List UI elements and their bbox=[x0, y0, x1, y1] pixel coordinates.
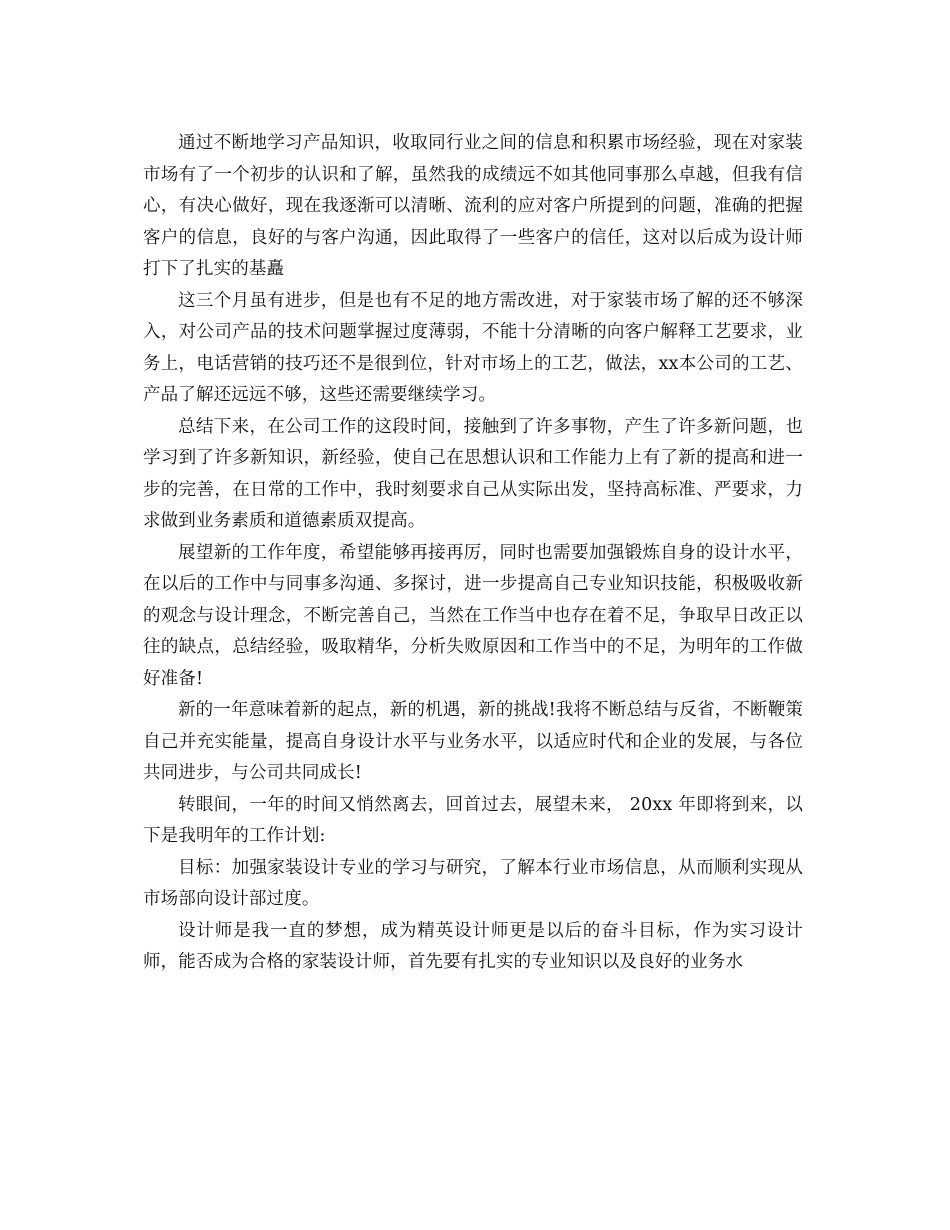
paragraph-6: 转眼间，一年的时间又悄然离去，回首过去，展望未来， 20xx 年即将到来，以下是我明年的工作计划: bbox=[143, 794, 803, 846]
document-body bbox=[143, 128, 803, 979]
paragraph-1: 通过不断地学习产品知识，收取同行业之间的信息和积累市场经验，现在对家装市场有了一个初步的认识和了解，虽然我的成绩远不如其他同事那么卓越，但我有信心，有决心做好，现在我逐渐可以清晰、流利的应对客户所提到的问题，准确的把握客户的信息，良好的与客户沟通，因此取得了一些客户的信任，这对以后成为设计师打下了扎实的基矗 bbox=[143, 133, 803, 279]
paragraph-3: 总结下来，在公司工作的这段时间，接触到了许多事物，产生了许多新问题，也学习到了许多新知识，新经验，使自己在思想认识和工作能力上有了新的提高和进一步的完善，在日常的工作中，我时刻要求自己从实际出发，坚持高标准、严要求，力求做到业务素质和道德素质双提高。 bbox=[143, 416, 803, 531]
paragraph-7: 目标：加强家装设计专业的学习与研究，了解本行业市场信息，从而顺利实现从市场部向设计部过度。 bbox=[143, 857, 803, 909]
paragraph-4: 展望新的工作年度，希望能够再接再厉，同时也需要加强锻炼自身的设计水平，在以后的工作中与同事多沟通、多探讨，进一步提高自己专业知识技能，积极吸收新的观念与设计理念，不断完善自己，当然在工作当中也存在着不足，争取早日改正以往的缺点，总结经验，吸取精华，分析失败原因和工作当中的不足，为明年的工作做好准备! bbox=[143, 542, 803, 689]
paragraph-2: 这三个月虽有进步，但是也有不足的地方需改进，对于家装市场了解的还不够深入，对公司产品的技术问题掌握过度薄弱，不能十分清晰的向客户解释工艺要求，业务上，电话营销的技巧还不是很到位，针对市场上的工艺，做法，xx本公司的工艺、产品了解还远远不够，这些还需要继续学习。 bbox=[143, 290, 803, 405]
paragraph-8: 设计师是我一直的梦想，成为精英设计师更是以后的奋斗目标，作为实习设计师，能否成为合格的家装设计师，首先要有扎实的专业知识以及良好的业务水 bbox=[143, 920, 803, 972]
paragraph-5: 新的一年意味着新的起点，新的机遇，新的挑战!我将不断总结与反省，不断鞭策自己并充实能量，提高自身设计水平与业务水平，以适应时代和企业的发展，与各位共同进步，与公司共同成长! bbox=[143, 700, 803, 783]
